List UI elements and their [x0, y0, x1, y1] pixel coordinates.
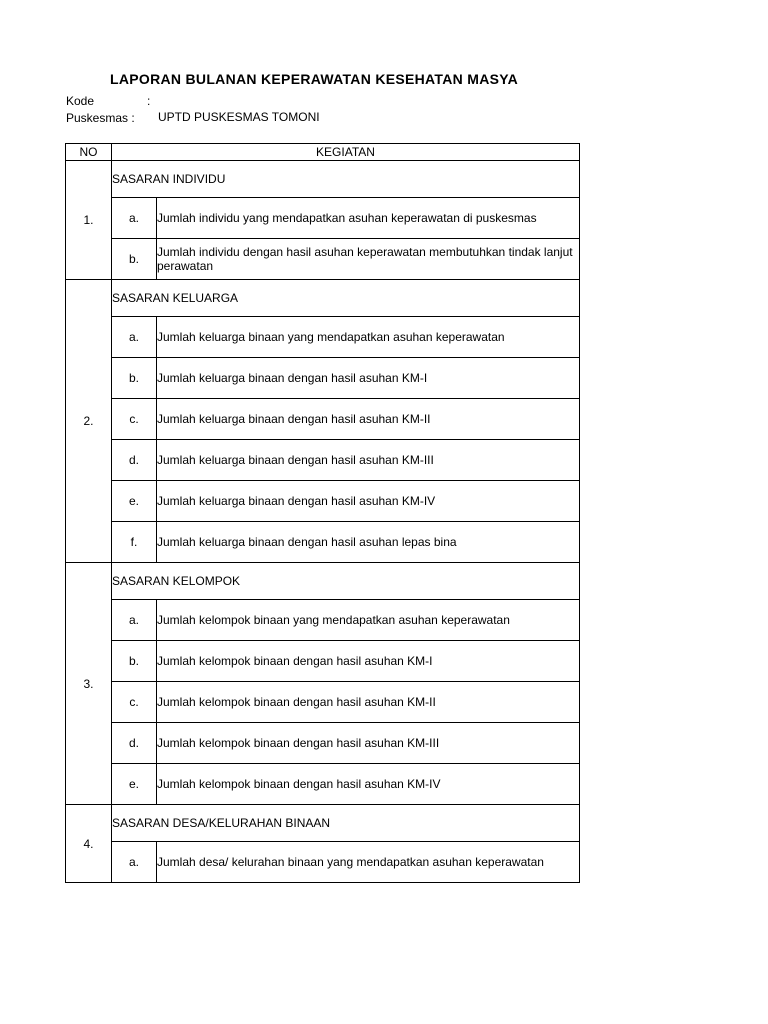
- item-letter: b.: [112, 358, 157, 399]
- item-description: Jumlah kelompok binaan dengan hasil asuhan KM-IV: [157, 764, 580, 805]
- section-title: SASARAN INDIVIDU: [112, 161, 580, 198]
- item-letter: f.: [112, 522, 157, 563]
- section-row: [66, 805, 580, 842]
- item-description: Jumlah keluarga binaan dengan hasil asuhan lepas bina: [157, 522, 580, 563]
- table-body: [66, 161, 580, 883]
- table-row: [66, 440, 580, 481]
- item-letter: d.: [112, 440, 157, 481]
- page-bottom-margin: [0, 926, 768, 1024]
- section-title: SASARAN DESA/KELURAHAN BINAAN: [112, 805, 580, 842]
- item-letter: b.: [112, 641, 157, 682]
- section-row: [66, 280, 580, 317]
- table-row: [66, 723, 580, 764]
- table-row: [66, 481, 580, 522]
- item-letter: c.: [112, 682, 157, 723]
- item-description: Jumlah individu yang mendapatkan asuhan keperawatan di puskesmas: [157, 198, 580, 239]
- item-description: Jumlah individu dengan hasil asuhan keperawatan membutuhkan tindak lanjut perawatan: [157, 239, 580, 280]
- section-number: 3.: [66, 563, 112, 805]
- column-header-kegiatan: KEGIATAN: [112, 144, 580, 161]
- item-letter: b.: [112, 239, 157, 280]
- report-table: [65, 143, 580, 883]
- item-description: Jumlah desa/ kelurahan binaan yang mendapatkan asuhan keperawatan: [157, 842, 580, 883]
- report-title: LAPORAN BULANAN KEPERAWATAN KESEHATAN MASYA: [110, 71, 519, 87]
- item-description: Jumlah keluarga binaan dengan hasil asuhan KM-I: [157, 358, 580, 399]
- item-description: Jumlah keluarga binaan dengan hasil asuhan KM-IV: [157, 481, 580, 522]
- table-row: [66, 600, 580, 641]
- table-row: [66, 842, 580, 883]
- section-title: SASARAN KELUARGA: [112, 280, 580, 317]
- section-row: [66, 161, 580, 198]
- section-number: 2.: [66, 280, 112, 563]
- item-letter: a.: [112, 317, 157, 358]
- item-letter: a.: [112, 842, 157, 883]
- kode-colon: :: [147, 94, 151, 108]
- item-description: Jumlah kelompok binaan dengan hasil asuhan KM-I: [157, 641, 580, 682]
- table-row: [66, 239, 580, 280]
- item-letter: e.: [112, 481, 157, 522]
- table-row: [66, 522, 580, 563]
- section-number: 4.: [66, 805, 112, 883]
- table-row: [66, 764, 580, 805]
- table-row: [66, 682, 580, 723]
- puskesmas-value: UPTD PUSKESMAS TOMONI: [158, 110, 320, 124]
- section-number: 1.: [66, 161, 112, 280]
- kode-label: Kode: [66, 94, 95, 108]
- item-letter: e.: [112, 764, 157, 805]
- item-description: Jumlah kelompok binaan yang mendapatkan asuhan keperawatan: [157, 600, 580, 641]
- item-description: Jumlah kelompok binaan dengan hasil asuhan KM-II: [157, 682, 580, 723]
- table-row: [66, 641, 580, 682]
- item-letter: c.: [112, 399, 157, 440]
- item-letter: a.: [112, 600, 157, 641]
- table-row: [66, 198, 580, 239]
- puskesmas-label: Puskesmas :: [66, 111, 135, 125]
- table-row: [66, 358, 580, 399]
- item-description: Jumlah keluarga binaan yang mendapatkan asuhan keperawatan: [157, 317, 580, 358]
- section-title: SASARAN KELOMPOK: [112, 563, 580, 600]
- section-row: [66, 563, 580, 600]
- table-row: [66, 399, 580, 440]
- item-description: Jumlah keluarga binaan dengan hasil asuhan KM-III: [157, 440, 580, 481]
- item-letter: d.: [112, 723, 157, 764]
- table-header-row: [66, 144, 580, 161]
- item-description: Jumlah kelompok binaan dengan hasil asuhan KM-III: [157, 723, 580, 764]
- table-row: [66, 317, 580, 358]
- item-letter: a.: [112, 198, 157, 239]
- item-description: Jumlah keluarga binaan dengan hasil asuhan KM-II: [157, 399, 580, 440]
- column-header-no: NO: [66, 144, 112, 161]
